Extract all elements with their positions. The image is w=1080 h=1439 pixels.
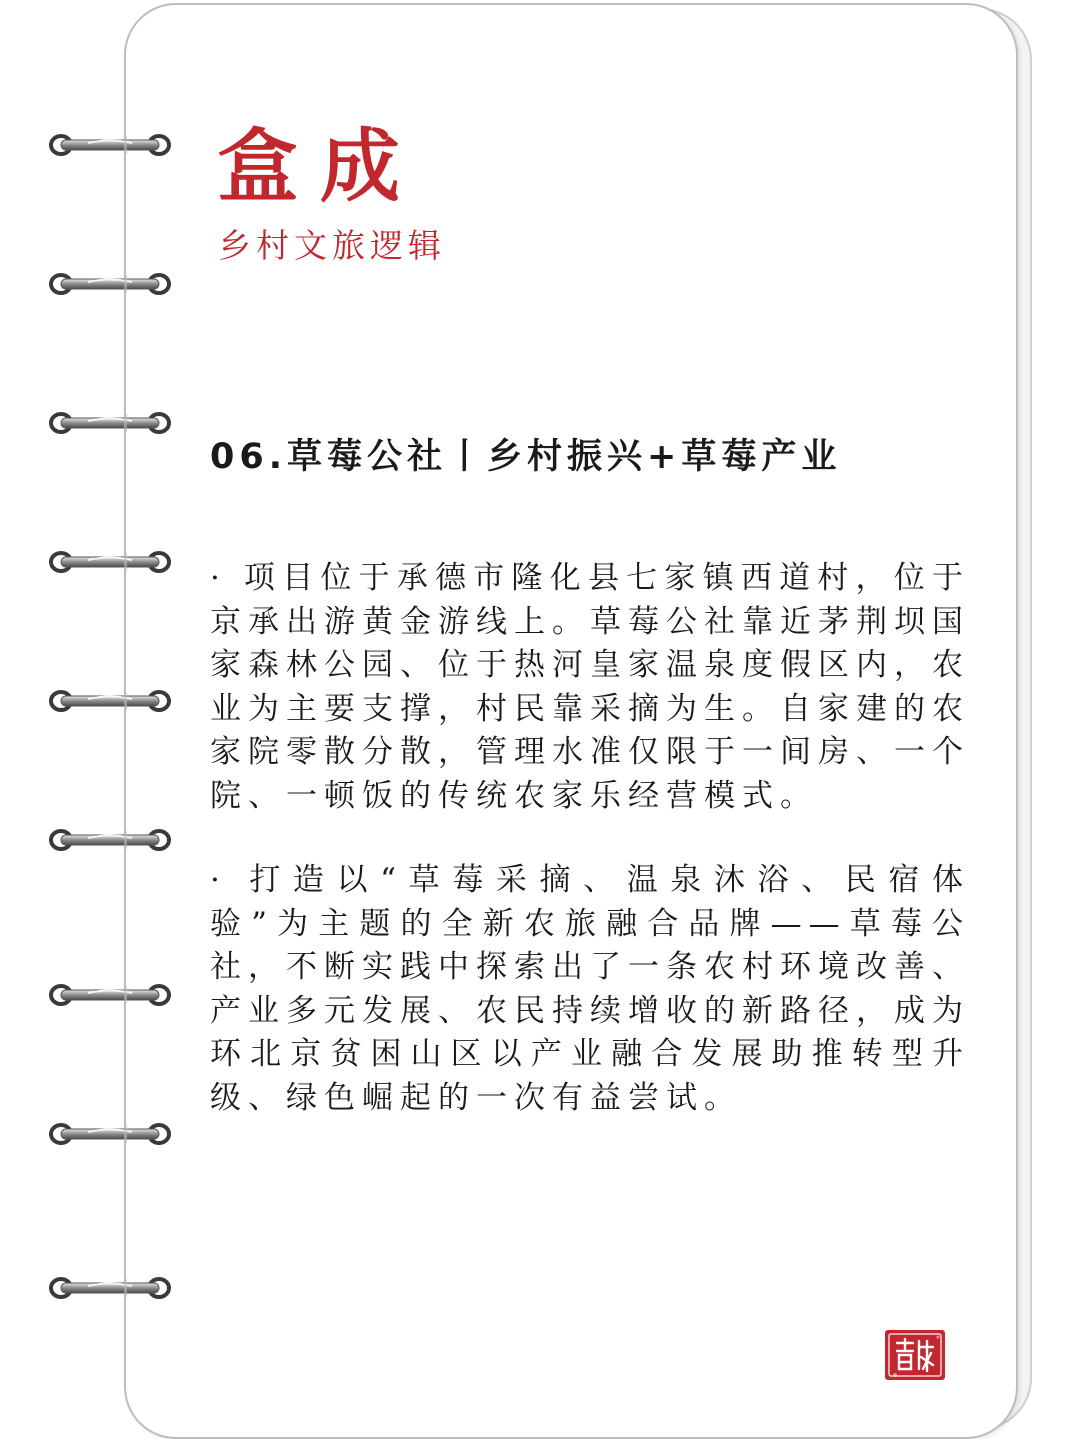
spiral-ring-icon [48, 132, 172, 158]
paragraph-brand: · 打造以“草莓采摘、温泉沐浴、民宿体验”为主题的全新农旅融合品牌——草莓公社，不断实践中探索出了一条农村环境改善、产业多元发展、农民持续增收的新路径，成为环北京贫困山区以产业融合发展助推转型升级、绿色崛起的一次有益尝试。 [210, 862, 970, 1116]
brand-subtitle: 乡村文旅逻辑 [218, 226, 446, 265]
spiral-ring-icon [48, 688, 172, 714]
spiral-ring-icon [48, 549, 172, 575]
brand-title: 盒成 [218, 119, 422, 213]
spiral-ring-icon [48, 982, 172, 1008]
spiral-ring-icon [48, 410, 172, 436]
spiral-ring-icon [48, 271, 172, 297]
spiral-ring-icon [48, 1121, 172, 1147]
paragraph-intro: · 项目位于承德市隆化县七家镇西道村，位于京承出游黄金游线上。草莓公社靠近茅荆坝国家森林公园、位于热河皇家温泉度假区内，农业为主要支撑，村民靠采摘为生。自家建的农家院零散分散，管理水准仅限于一间房、一个院、一顿饭的传统农家乐经营模式。 [210, 560, 970, 814]
spiral-ring-icon [48, 827, 172, 853]
spiral-ring-icon [48, 1275, 172, 1301]
seal-stamp-icon [883, 1327, 947, 1383]
section-heading: 06.草莓公社丨乡村振兴+草莓产业 [210, 437, 842, 477]
